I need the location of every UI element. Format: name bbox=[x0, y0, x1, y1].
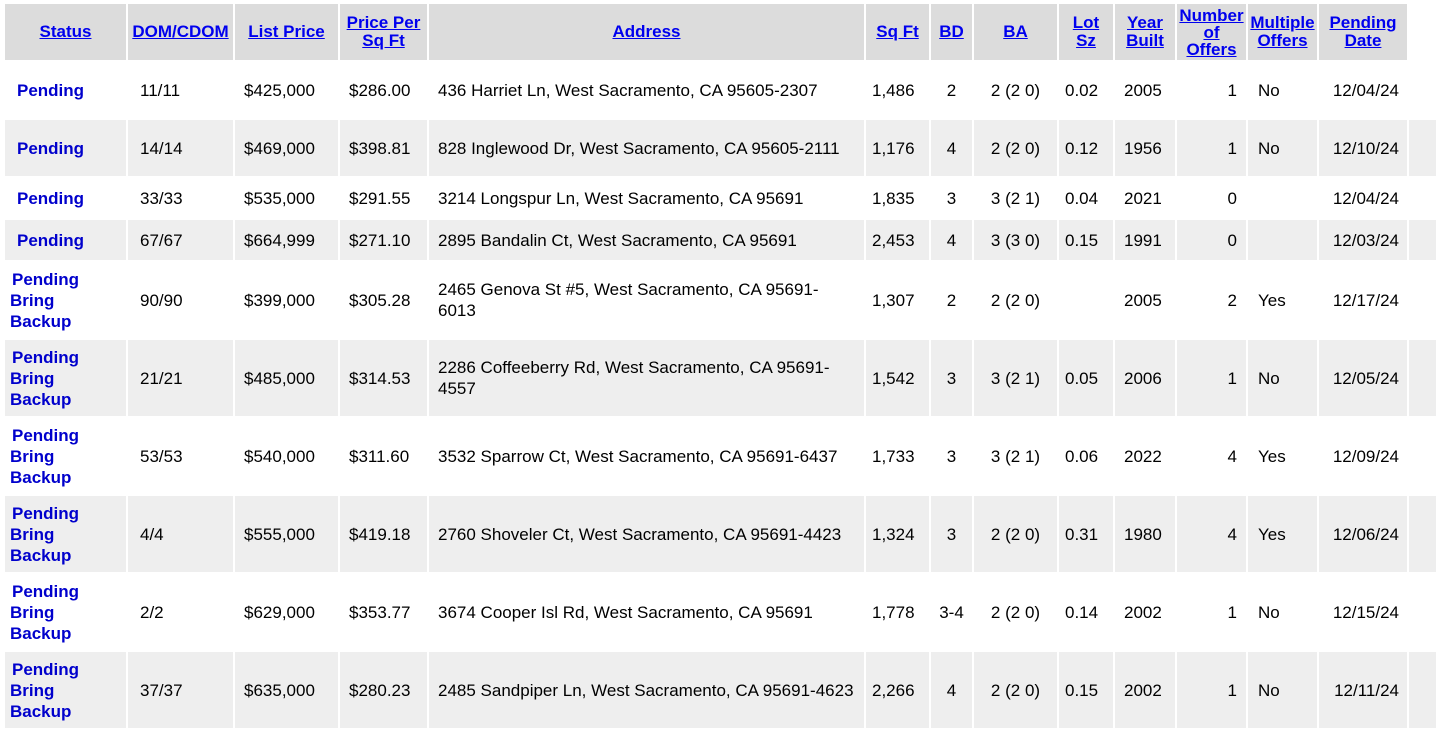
bd-cell: 4 bbox=[931, 652, 972, 728]
year-built-cell: 2021 bbox=[1115, 178, 1175, 218]
bd-cell: 3-4 bbox=[931, 574, 972, 650]
sqft-cell: 1,542 bbox=[866, 340, 929, 416]
header-address[interactable]: Address bbox=[429, 4, 864, 60]
status-link[interactable]: Pending bbox=[5, 120, 126, 176]
status-link[interactable]: Pending bbox=[5, 62, 126, 118]
list-price-cell: $469,000 bbox=[235, 120, 338, 176]
ba-cell: 3 (3 0) bbox=[974, 220, 1057, 260]
price-per-sqft-cell: $398.81 bbox=[340, 120, 427, 176]
status-link[interactable]: Pending Bring Backup bbox=[5, 652, 126, 728]
sqft-cell: 1,324 bbox=[866, 496, 929, 572]
sqft-cell: 1,778 bbox=[866, 574, 929, 650]
sqft-cell: 2,266 bbox=[866, 652, 929, 728]
year-built-cell: 2002 bbox=[1115, 574, 1175, 650]
address-cell: 2485 Sandpiper Ln, West Sacramento, CA 95691-4623 bbox=[429, 652, 864, 728]
ba-cell: 3 (2 1) bbox=[974, 418, 1057, 494]
pending-date-cell: 12/06/24 bbox=[1319, 496, 1407, 572]
multiple-offers-cell: No bbox=[1248, 62, 1317, 118]
address-cell: 436 Harriet Ln, West Sacramento, CA 95605-2307 bbox=[429, 62, 864, 118]
bd-cell: 4 bbox=[931, 120, 972, 176]
list-price-cell: $664,999 bbox=[235, 220, 338, 260]
lot-size-cell: 0.04 bbox=[1059, 178, 1113, 218]
address-cell: 3214 Longspur Ln, West Sacramento, CA 95691 bbox=[429, 178, 864, 218]
lot-size-cell: 0.31 bbox=[1059, 496, 1113, 572]
dom-cell: 90/90 bbox=[128, 262, 233, 338]
row-spacer bbox=[1409, 652, 1436, 728]
offers-cell: 4 bbox=[1177, 496, 1246, 572]
row-spacer bbox=[1409, 220, 1436, 260]
list-price-cell: $485,000 bbox=[235, 340, 338, 416]
bd-cell: 3 bbox=[931, 178, 972, 218]
pending-date-cell: 12/11/24 bbox=[1319, 652, 1407, 728]
dom-cell: 37/37 bbox=[128, 652, 233, 728]
sqft-cell: 1,835 bbox=[866, 178, 929, 218]
bd-cell: 3 bbox=[931, 340, 972, 416]
price-per-sqft-cell: $280.23 bbox=[340, 652, 427, 728]
ba-cell: 2 (2 0) bbox=[974, 62, 1057, 118]
status-link[interactable]: Pending Bring Backup bbox=[5, 574, 126, 650]
table-row[interactable] bbox=[5, 120, 1436, 176]
offers-cell: 0 bbox=[1177, 220, 1246, 260]
list-price-cell: $425,000 bbox=[235, 62, 338, 118]
dom-cell: 4/4 bbox=[128, 496, 233, 572]
listings-table bbox=[3, 2, 1436, 730]
table-row[interactable] bbox=[5, 652, 1436, 728]
bd-cell: 3 bbox=[931, 418, 972, 494]
year-built-cell: 2005 bbox=[1115, 262, 1175, 338]
price-per-sqft-cell: $311.60 bbox=[340, 418, 427, 494]
price-per-sqft-cell: $291.55 bbox=[340, 178, 427, 218]
row-spacer bbox=[1409, 62, 1436, 118]
lot-size-cell: 0.15 bbox=[1059, 220, 1113, 260]
multiple-offers-cell: No bbox=[1248, 340, 1317, 416]
offers-cell: 1 bbox=[1177, 652, 1246, 728]
header-status[interactable]: Status bbox=[5, 4, 126, 60]
lot-size-cell: 0.02 bbox=[1059, 62, 1113, 118]
year-built-cell: 2022 bbox=[1115, 418, 1175, 494]
dom-cell: 53/53 bbox=[128, 418, 233, 494]
pending-date-cell: 12/03/24 bbox=[1319, 220, 1407, 260]
dom-cell: 67/67 bbox=[128, 220, 233, 260]
list-price-cell: $535,000 bbox=[235, 178, 338, 218]
address-cell: 2465 Genova St #5, West Sacramento, CA 95691-6013 bbox=[429, 262, 864, 338]
header-lot-size[interactable]: Lot Sz bbox=[1059, 4, 1113, 60]
sqft-cell: 1,733 bbox=[866, 418, 929, 494]
year-built-cell: 1980 bbox=[1115, 496, 1175, 572]
year-built-cell: 2006 bbox=[1115, 340, 1175, 416]
header-ba[interactable]: BA bbox=[974, 4, 1057, 60]
address-cell: 2760 Shoveler Ct, West Sacramento, CA 95691-4423 bbox=[429, 496, 864, 572]
header-price-per-sqft[interactable]: Price Per Sq Ft bbox=[340, 4, 427, 60]
year-built-cell: 1956 bbox=[1115, 120, 1175, 176]
sqft-cell: 2,453 bbox=[866, 220, 929, 260]
multiple-offers-cell: Yes bbox=[1248, 262, 1317, 338]
list-price-cell: $399,000 bbox=[235, 262, 338, 338]
offers-cell: 1 bbox=[1177, 574, 1246, 650]
list-price-cell: $555,000 bbox=[235, 496, 338, 572]
multiple-offers-cell: Yes bbox=[1248, 496, 1317, 572]
bd-cell: 2 bbox=[931, 62, 972, 118]
table-row[interactable] bbox=[5, 340, 1436, 416]
multiple-offers-cell: No bbox=[1248, 652, 1317, 728]
table-row[interactable] bbox=[5, 220, 1436, 260]
lot-size-cell bbox=[1059, 262, 1113, 338]
status-link[interactable]: Pending Bring Backup bbox=[5, 340, 126, 416]
pending-date-cell: 12/17/24 bbox=[1319, 262, 1407, 338]
pending-date-cell: 12/09/24 bbox=[1319, 418, 1407, 494]
lot-size-cell: 0.12 bbox=[1059, 120, 1113, 176]
lot-size-cell: 0.14 bbox=[1059, 574, 1113, 650]
multiple-offers-cell: Yes bbox=[1248, 418, 1317, 494]
row-spacer bbox=[1409, 340, 1436, 416]
price-per-sqft-cell: $305.28 bbox=[340, 262, 427, 338]
table-row[interactable] bbox=[5, 178, 1436, 218]
header-pending-date[interactable]: Pending Date bbox=[1319, 4, 1407, 60]
address-cell: 3532 Sparrow Ct, West Sacramento, CA 95691-6437 bbox=[429, 418, 864, 494]
bd-cell: 2 bbox=[931, 262, 972, 338]
status-link[interactable]: Pending bbox=[5, 220, 126, 260]
header-row bbox=[5, 4, 1436, 60]
status-link[interactable]: Pending bbox=[5, 178, 126, 218]
bd-cell: 4 bbox=[931, 220, 972, 260]
list-price-cell: $540,000 bbox=[235, 418, 338, 494]
sqft-cell: 1,307 bbox=[866, 262, 929, 338]
list-price-cell: $629,000 bbox=[235, 574, 338, 650]
row-spacer bbox=[1409, 120, 1436, 176]
sqft-cell: 1,176 bbox=[866, 120, 929, 176]
ba-cell: 3 (2 1) bbox=[974, 340, 1057, 416]
dom-cell: 21/21 bbox=[128, 340, 233, 416]
lot-size-cell: 0.15 bbox=[1059, 652, 1113, 728]
ba-cell: 3 (2 1) bbox=[974, 178, 1057, 218]
table-row[interactable] bbox=[5, 262, 1436, 338]
multiple-offers-cell: No bbox=[1248, 120, 1317, 176]
dom-cell: 2/2 bbox=[128, 574, 233, 650]
header-sqft[interactable]: Sq Ft bbox=[866, 4, 929, 60]
pending-date-cell: 12/05/24 bbox=[1319, 340, 1407, 416]
offers-cell: 1 bbox=[1177, 340, 1246, 416]
ba-cell: 2 (2 0) bbox=[974, 496, 1057, 572]
ba-cell: 2 (2 0) bbox=[974, 120, 1057, 176]
multiple-offers-cell bbox=[1248, 220, 1317, 260]
price-per-sqft-cell: $271.10 bbox=[340, 220, 427, 260]
offers-cell: 2 bbox=[1177, 262, 1246, 338]
year-built-cell: 1991 bbox=[1115, 220, 1175, 260]
lot-size-cell: 0.06 bbox=[1059, 418, 1113, 494]
status-link[interactable]: Pending Bring Backup bbox=[5, 418, 126, 494]
price-per-sqft-cell: $286.00 bbox=[340, 62, 427, 118]
bd-cell: 3 bbox=[931, 496, 972, 572]
row-spacer bbox=[1409, 262, 1436, 338]
header-list-price[interactable]: List Price bbox=[235, 4, 338, 60]
row-spacer bbox=[1409, 496, 1436, 572]
header-year-built[interactable]: Year Built bbox=[1115, 4, 1175, 60]
price-per-sqft-cell: $353.77 bbox=[340, 574, 427, 650]
pending-date-cell: 12/15/24 bbox=[1319, 574, 1407, 650]
status-link[interactable]: Pending Bring Backup bbox=[5, 262, 126, 338]
address-cell: 2895 Bandalin Ct, West Sacramento, CA 95691 bbox=[429, 220, 864, 260]
row-spacer bbox=[1409, 178, 1436, 218]
year-built-cell: 2002 bbox=[1115, 652, 1175, 728]
multiple-offers-cell: No bbox=[1248, 574, 1317, 650]
header-dom[interactable]: DOM/CDOM bbox=[128, 4, 233, 60]
price-per-sqft-cell: $419.18 bbox=[340, 496, 427, 572]
dom-cell: 33/33 bbox=[128, 178, 233, 218]
dom-cell: 14/14 bbox=[128, 120, 233, 176]
status-link[interactable]: Pending Bring Backup bbox=[5, 496, 126, 572]
table-row[interactable] bbox=[5, 418, 1436, 494]
table-row[interactable] bbox=[5, 574, 1436, 650]
header-number-of-offers[interactable]: Number of Offers bbox=[1177, 4, 1246, 60]
offers-cell: 1 bbox=[1177, 62, 1246, 118]
row-spacer bbox=[1409, 418, 1436, 494]
header-spacer bbox=[1409, 4, 1436, 60]
address-cell: 2286 Coffeeberry Rd, West Sacramento, CA 95691-4557 bbox=[429, 340, 864, 416]
pending-date-cell: 12/10/24 bbox=[1319, 120, 1407, 176]
offers-cell: 1 bbox=[1177, 120, 1246, 176]
ba-cell: 2 (2 0) bbox=[974, 652, 1057, 728]
pending-date-cell: 12/04/24 bbox=[1319, 178, 1407, 218]
row-spacer bbox=[1409, 574, 1436, 650]
price-per-sqft-cell: $314.53 bbox=[340, 340, 427, 416]
table-row[interactable] bbox=[5, 496, 1436, 572]
address-cell: 828 Inglewood Dr, West Sacramento, CA 95605-2111 bbox=[429, 120, 864, 176]
table-row[interactable] bbox=[5, 62, 1436, 118]
address-cell: 3674 Cooper Isl Rd, West Sacramento, CA 95691 bbox=[429, 574, 864, 650]
offers-cell: 0 bbox=[1177, 178, 1246, 218]
year-built-cell: 2005 bbox=[1115, 62, 1175, 118]
ba-cell: 2 (2 0) bbox=[974, 262, 1057, 338]
list-price-cell: $635,000 bbox=[235, 652, 338, 728]
offers-cell: 4 bbox=[1177, 418, 1246, 494]
multiple-offers-cell bbox=[1248, 178, 1317, 218]
lot-size-cell: 0.05 bbox=[1059, 340, 1113, 416]
header-multiple-offers[interactable]: Multiple Offers bbox=[1248, 4, 1317, 60]
ba-cell: 2 (2 0) bbox=[974, 574, 1057, 650]
dom-cell: 11/11 bbox=[128, 62, 233, 118]
sqft-cell: 1,486 bbox=[866, 62, 929, 118]
pending-date-cell: 12/04/24 bbox=[1319, 62, 1407, 118]
header-bd[interactable]: BD bbox=[931, 4, 972, 60]
